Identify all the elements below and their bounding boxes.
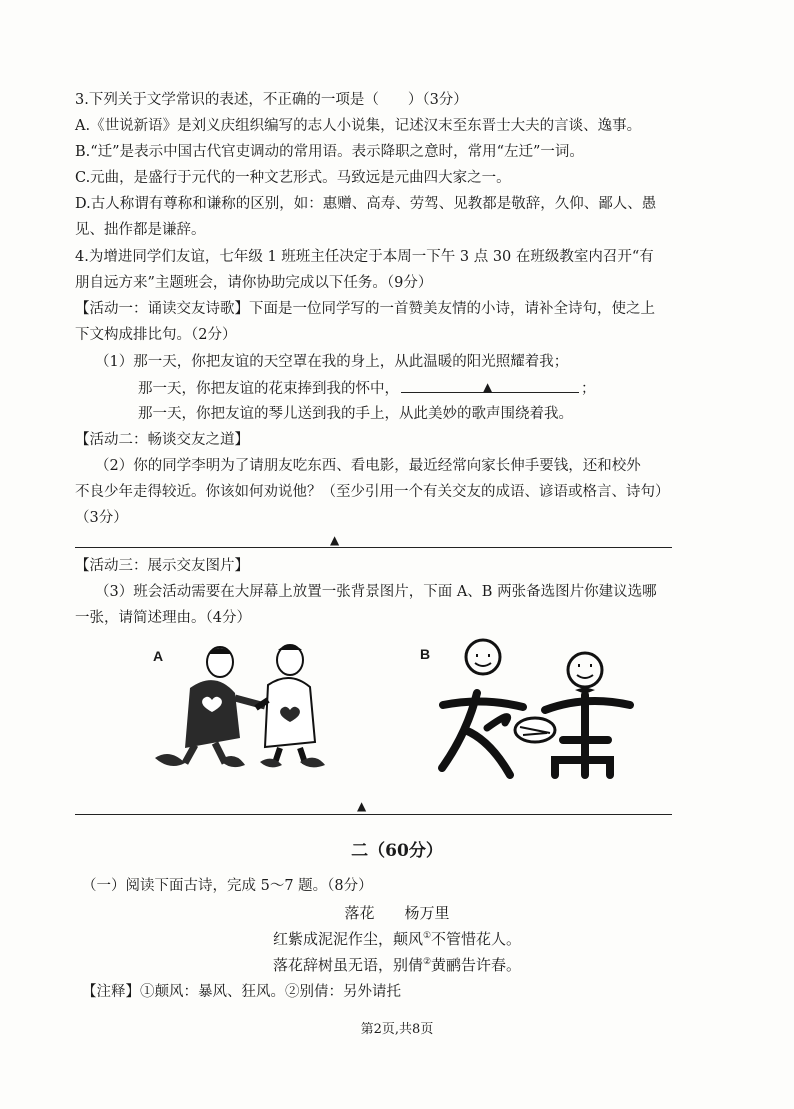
q3-option-a: A.《世说新语》是刘义庆组织编写的志人小说集，记述汉末至东晋士大夫的言谈、逸事。: [75, 118, 642, 134]
activity1-line2: 下文构成排比句。（2分）: [75, 327, 237, 343]
triangle-mark: ▲: [330, 533, 340, 547]
q3-stem: 3.下列关于文学常识的表述，不正确的一项是（ ）（3分）: [75, 92, 468, 108]
activity2-heading: 【活动二：畅谈交友之道】: [75, 432, 249, 448]
q4-3-line1: （3）班会活动需要在大屏幕上放置一张背景图片，下面 A、B 两张备选图片你建议选哪: [95, 584, 657, 600]
q4-2-line1: （2）你的同学李明为了请朋友吃东西、看电影，最近经常向家长伸手要钱，还和校外: [95, 458, 641, 474]
poem-title: 落花 杨万里: [344, 904, 450, 922]
poem-verse-1: [0, 928, 794, 949]
verse-2-part-a: 落花辞树虽无语，别倩: [272, 956, 423, 974]
poem-verse-2: [0, 954, 794, 975]
poem-line2: [138, 378, 778, 399]
q3-option-c: C.元曲，是盛行于元代的一种文艺形式。马致远是元曲四大家之一。: [75, 170, 511, 186]
triangle-mark: ▲: [483, 380, 493, 394]
q4-stem-line2: 朋自远方来”主题班会，请你协助完成以下任务。（9分）: [75, 275, 433, 291]
q3-option-b: B.“迁”是表示中国古代官吏调动的常用语。表示降职之意时，常用“左迁”一词。: [75, 144, 584, 160]
section-title: 二（60分）: [351, 841, 443, 861]
verse-2-part-b: 黄鹂告许春。: [431, 956, 522, 974]
poem-line3: 那一天，你把友谊的琴儿送到我的手上，从此美妙的歌声围绕着我。: [138, 406, 573, 422]
annotation-note: 【注释】①颠风：暴风、狂风。②别倩：另外请托: [82, 984, 401, 1000]
footnote-marker-2: ②: [422, 957, 432, 967]
picture-a-label: A: [153, 648, 164, 664]
q4-3-line2: 一张，请简述理由。（4分）: [75, 610, 251, 626]
q4-2-line3: （3分）: [75, 510, 128, 526]
q4-stem-line1: 4.为增进同学们友谊，七年级 1 班班主任决定于本周一下午 3 点 30 在班级教室内召开“有: [75, 249, 654, 265]
poem-line2-text: 那一天，你把友谊的花束捧到我的怀中，: [138, 381, 399, 397]
answer-blank[interactable]: [401, 378, 579, 393]
verse-1-part-a: 红紫成泥泥作尘，颠风: [272, 930, 423, 948]
activity3-heading: 【活动三：展示交友图片】: [75, 558, 249, 574]
verse-1-part-b: 不管惜花人。: [431, 930, 522, 948]
q3-option-d-line2: 见、拙作都是谦辞。: [75, 222, 206, 238]
triangle-mark: ▲: [357, 799, 367, 813]
q3-option-d-line1: D.古人称谓有尊称和谦称的区别，如：惠赠、高寿、劳驾、见教都是敬辞，久仰、鄙人、愚: [75, 196, 657, 212]
poem-line2-end: ；: [581, 381, 596, 397]
page-number: 第2页,共8页: [360, 1022, 434, 1037]
part2-intro: （一）阅读下面古诗，完成 5～7 题。（8分）: [82, 878, 373, 894]
q4-2-line2: 不良少年走得较近。你该如何劝说他？（至少引用一个有关交友的成语、谚语或格言、诗句）: [75, 484, 670, 500]
footnote-marker-1: ①: [422, 931, 432, 941]
answer-line[interactable]: [75, 547, 672, 548]
activity1-line1: 【活动一：诵读交友诗歌】下面是一位同学写的一首赞美友情的小诗，请补全诗句，使之上: [75, 301, 655, 317]
picture-b-label: B: [420, 646, 431, 662]
answer-line[interactable]: [75, 814, 672, 815]
picture-b-illustration: [435, 635, 635, 785]
poem-line1: （1）那一天，你把友谊的天空罩在我的身上，从此温暖的阳光照耀着我；: [95, 354, 569, 370]
picture-a-illustration: [150, 640, 340, 775]
